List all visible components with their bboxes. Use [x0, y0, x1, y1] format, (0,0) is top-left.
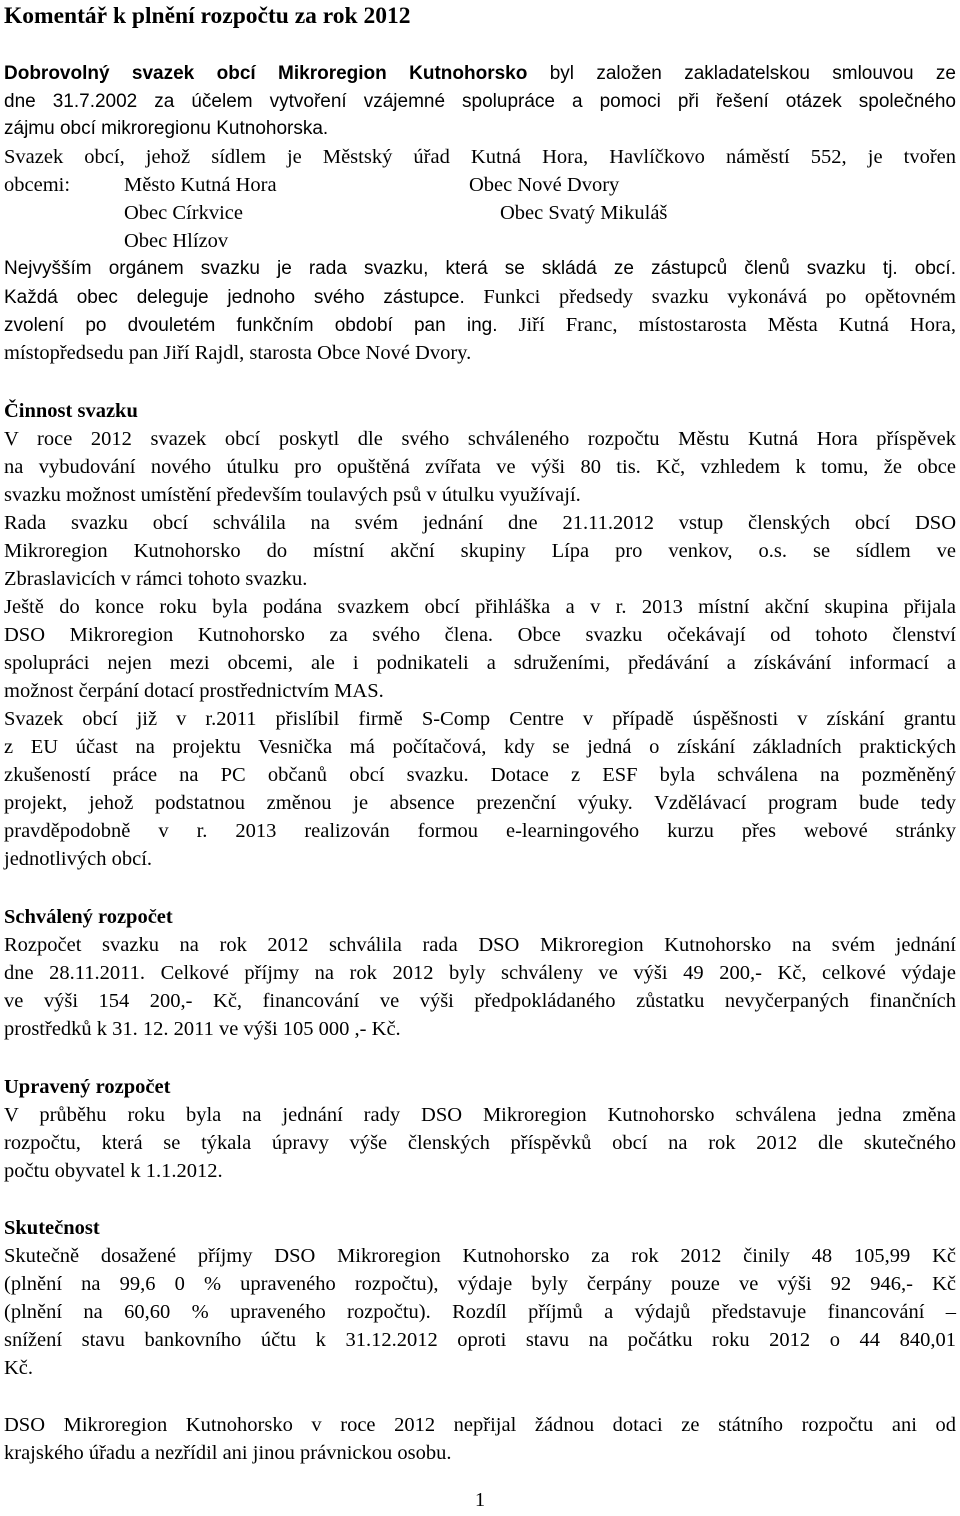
section-heading-actual: Skutečnost	[4, 1217, 100, 1239]
actual-line: Skutečně dosažené příjmy DSO Mikroregion Kutnohorsko za rok 2012 činily 48 105,99 Kč	[4, 1245, 956, 1267]
intro-line-2	[4, 87, 956, 116]
actual-line: snížení stavu bankovního účtu k 31.12.2012 oproti stavu na počátku roku 2012 o 44 840,01	[4, 1329, 956, 1351]
approved-budget-line: Rozpočet svazku na rok 2012 schválila rada DSO Mikroregion Kutnohorsko na svém jednání	[4, 934, 956, 956]
activity-line: projekt, jehož podstatnou změnou je absence prezenční výuky. Vzdělávací program bude tedy	[4, 792, 956, 814]
activity-line: z EU účast na projektu Vesnička má počítačová, kdy se jedná o získání základních praktických	[4, 736, 956, 758]
members-label: obcemi:	[4, 174, 71, 196]
intro-line-3: zájmu obcí mikroregionu Kutnohorska.	[4, 118, 329, 139]
approved-budget-line: dne 28.11.2011. Celkové příjmy na rok 2012 byly schváleny ve výši 49 200,- Kč, celkové výdaje	[4, 962, 956, 984]
intro-line-2-rest: 2002 za účelem vytvoření vzájemné spolupráce a pomoci při řešení otázek společného	[94, 91, 956, 112]
section-heading-adjusted-budget: Upravený rozpočet	[4, 1076, 171, 1098]
activity-line: na vybudování nového útulku pro opuštěná zvířata ve výši 80 tis. Kč, vzhledem k tomu, že obce	[4, 456, 956, 478]
intro-line-10	[4, 311, 956, 340]
member-item: Město Kutná Hora	[124, 174, 277, 196]
member-item: Obec Hlízov	[124, 230, 229, 252]
activity-line: DSO Mikroregion Kutnohorsko za svého člena. Obce svazku očekávají od tohoto členství	[4, 624, 956, 646]
intro-date-start: dne 31.7.	[4, 91, 95, 112]
activity-line: Svazek obcí již v r.2011 přislíbil firmě S-Comp Centre v případě úspěšnosti v získání grantu	[4, 708, 956, 730]
page-number: 1	[474, 1489, 486, 1511]
intro-line-9-a: Každá obec deleguje jednoho svého zástupce.	[4, 287, 465, 308]
activity-line: Zbraslavicích v rámci tohoto svazku.	[4, 568, 308, 590]
activity-line: zkušeností práce na PC občanů obcí svazku. Dotace z ESF byla schválena na pozměněný	[4, 764, 956, 786]
approved-budget-line: prostředků k 31. 12. 2011 ve výši 105 000 ,- Kč.	[4, 1018, 401, 1040]
adjusted-budget-line: V průběhu roku byla na jednání rady DSO Mikroregion Kutnohorsko schválena jedna změna	[4, 1104, 956, 1126]
section-heading-approved-budget: Schválený rozpočet	[4, 906, 173, 928]
closing-line: krajského úřadu a nezřídil ani jinou právnickou osobu.	[4, 1442, 452, 1464]
activity-line: možnost čerpání dotací prostřednictvím MAS.	[4, 680, 384, 702]
actual-line: (plnění na 60,60 % upraveného rozpočtu). Rozdíl příjmů a výdajů představuje financování –	[4, 1301, 956, 1323]
activity-line: Mikroregion Kutnohorsko do místní akční skupiny Lípa pro venkov, o.s. se sídlem ve	[4, 540, 956, 562]
intro-line-10-a: zvolení po dvouletém funkčním období pan ing.	[4, 315, 498, 336]
section-heading-activity: Činnost svazku	[4, 400, 138, 422]
intro-line-10-b: Jiří Franc, místostarosta Města Kutná Hora,	[497, 314, 957, 336]
member-item: Obec Církvice	[124, 202, 243, 224]
intro-line-8: Nejvyšším orgánem svazku je rada svazku, která se skládá ze zástupců členů svazku tj. obcí.	[4, 258, 956, 279]
activity-line: Ještě do konce roku byla podána svazkem obcí přihláška a v r. 2013 místní akční skupina přijala	[4, 596, 956, 618]
actual-line: Kč.	[4, 1357, 34, 1379]
intro-line-9-b: Funkci předsedy svazku vykonává po opětovném	[464, 286, 956, 308]
activity-line: V roce 2012 svazek obcí poskytl dle svého schváleného rozpočtu Městu Kutná Hora příspěvek	[4, 428, 956, 450]
actual-line: (plnění na 99,6 0 % upraveného rozpočtu), výdaje byly čerpány pouze ve výši 92 946,- Kč	[4, 1273, 956, 1295]
intro-line-11: místopředsedu pan Jiří Rajdl, starosta Obce Nové Dvory.	[4, 342, 472, 364]
activity-line: jednotlivých obcí.	[4, 848, 153, 870]
adjusted-budget-line: počtu obyvatel k 1.1.2012.	[4, 1160, 223, 1182]
closing-line: DSO Mikroregion Kutnohorsko v roce 2012 nepřijal žádnou dotaci ze státního rozpočtu ani od	[4, 1414, 956, 1436]
adjusted-budget-line: rozpočtu, která se týkala úpravy výše členských příspěvků obcí na rok 2012 dle skutečného	[4, 1132, 956, 1154]
activity-line: pravděpodobně v r. 2013 realizován formou e-learningového kurzu přes webové stránky	[4, 820, 956, 842]
approved-budget-line: ve výši 154 200,- Kč, financování ve výši předpokládaného zůstatku nevyčerpaných finančních	[4, 990, 956, 1012]
document-title: Komentář k plnění rozpočtu za rok 2012	[4, 3, 411, 29]
member-item: Obec Svatý Mikuláš	[500, 202, 668, 224]
activity-line: Rada svazku obcí schválila na svém jednání dne 21.11.2012 vstup členských obcí DSO	[4, 512, 956, 534]
member-item: Obec Nové Dvory	[469, 174, 620, 196]
activity-line: svazku možnost umístění především toulavých psů v útulku využívají.	[4, 484, 581, 506]
intro-line-9	[4, 283, 956, 312]
intro-line-1-rest: byl založen zakladatelskou smlouvou ze	[527, 63, 956, 84]
activity-line: spolupráci nejen mezi obcemi, ale i podnikateli a sdruženími, předávání a získávání informací a	[4, 652, 956, 674]
intro-org-name: Dobrovolný svazek obcí Mikroregion Kutnohorsko	[4, 63, 528, 84]
intro-line-4: Svazek obcí, jehož sídlem je Městský úřad Kutná Hora, Havlíčkovo náměstí 552, je tvořen	[4, 146, 956, 168]
intro-line-1	[4, 59, 956, 88]
